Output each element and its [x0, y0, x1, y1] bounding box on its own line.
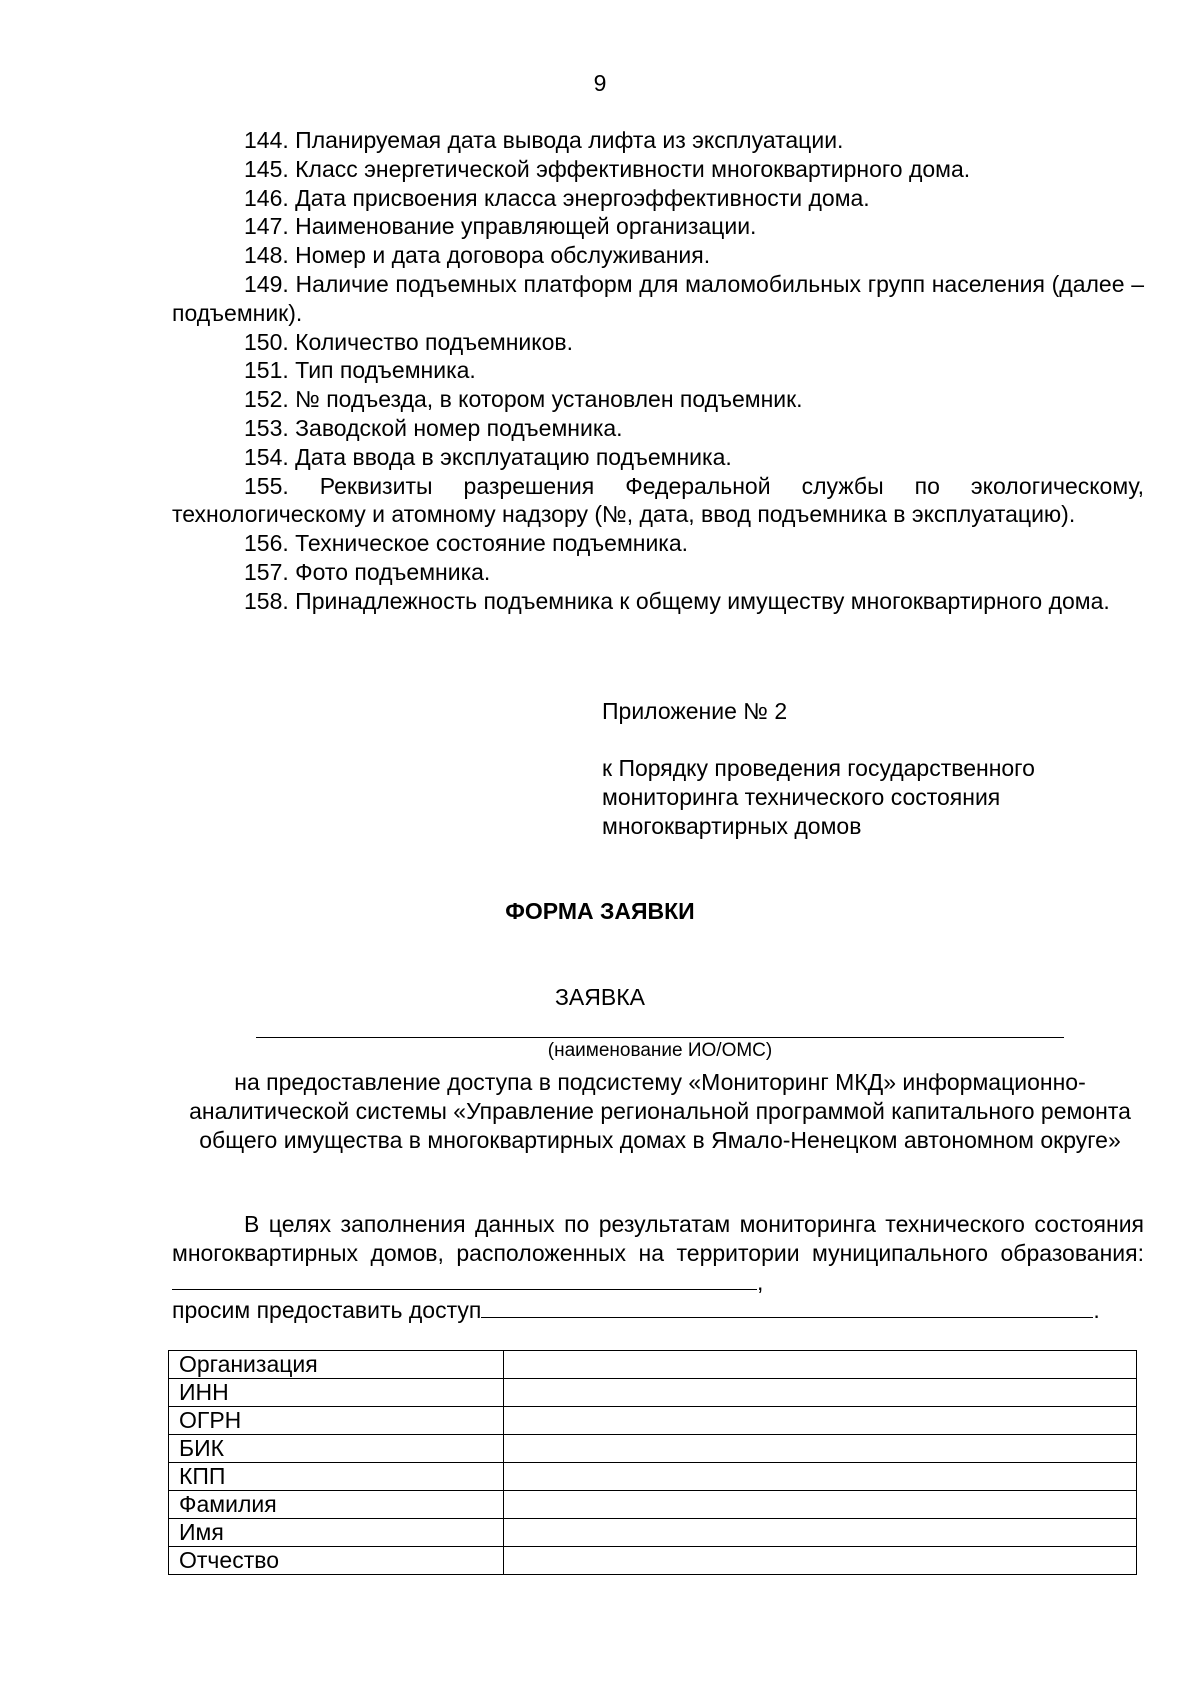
- table-row: [169, 1407, 1137, 1435]
- table-row: [169, 1435, 1137, 1463]
- table-row: [169, 1463, 1137, 1491]
- row-label: Отчество: [169, 1547, 504, 1575]
- list-item: 157. Фото подъемника.: [244, 558, 491, 585]
- list-item: 156. Техническое состояние подъемника.: [244, 530, 689, 557]
- access-blank[interactable]: [481, 1297, 1093, 1318]
- row-label: ОГРН: [169, 1407, 504, 1435]
- request-text: В целях заполнения данных по результатам мониторинга технического состояния многоквартирных домов, расположенных на территории муниципального образования:: [172, 1211, 1144, 1266]
- row-value[interactable]: [504, 1407, 1137, 1435]
- organization-caption: (наименование ИО/ОМС): [547, 1040, 773, 1061]
- row-value[interactable]: [504, 1491, 1137, 1519]
- table-row: [169, 1519, 1137, 1547]
- row-label: Фамилия: [169, 1491, 504, 1519]
- form-title: ФОРМА ЗАЯВКИ: [505, 898, 695, 924]
- list-item: 154. Дата ввода в эксплуатацию подъемника.: [244, 443, 732, 470]
- applicant-table: [168, 1350, 1137, 1575]
- appendix-text: к Порядку проведения государственного мониторинга технического состояния многоквартирных домов: [602, 755, 1035, 839]
- appendix-title: Приложение № 2: [602, 698, 788, 724]
- row-value[interactable]: [504, 1519, 1137, 1547]
- row-label: Организация: [169, 1351, 504, 1379]
- list-item: 155. Реквизиты разрешения Федеральной службы по экологическому, технологическому и атомному надзору (№, дата, ввод подъемника в эксплуатацию).: [172, 472, 1145, 528]
- table-row: [169, 1379, 1137, 1407]
- list-item: 149. Наличие подъемных платформ для маломобильных групп населения (далее – подъемник).: [172, 270, 1144, 326]
- row-label: Имя: [169, 1519, 504, 1547]
- list-item: 153. Заводской номер подъемника.: [244, 414, 623, 441]
- table-row: [169, 1547, 1137, 1575]
- row-value[interactable]: [504, 1351, 1137, 1379]
- row-value[interactable]: [504, 1463, 1137, 1491]
- row-label: ИНН: [169, 1379, 504, 1407]
- application-subject: на предоставление доступа в подсистему «Мониторинг МКД» информационно-аналитической системы «Управление региональной программой капитального ремонта общего имущества в многоквартирных домах в Ямало-Ненецком автономном округе»: [189, 1069, 1131, 1153]
- list-item: 147. Наименование управляющей организации.: [244, 213, 757, 240]
- list-item: 144. Планируемая дата вывода лифта из эксплуатации.: [244, 127, 844, 153]
- list-item: 158. Принадлежность подъемника к общему имуществу многоквартирного дома.: [244, 587, 1110, 614]
- municipality-blank[interactable]: [172, 1269, 757, 1290]
- table-row: [169, 1491, 1137, 1519]
- row-value[interactable]: [504, 1547, 1137, 1575]
- list-item: 145. Класс энергетической эффективности многоквартирного дома.: [244, 155, 971, 182]
- list-item: 148. Номер и дата договора обслуживания.: [244, 242, 711, 269]
- row-value[interactable]: [504, 1379, 1137, 1407]
- list-item: 152. № подъезда, в котором установлен подъемник.: [244, 386, 803, 413]
- row-label: БИК: [169, 1435, 504, 1463]
- list-item: 151. Тип подъемника.: [244, 357, 476, 384]
- row-value[interactable]: [504, 1435, 1137, 1463]
- request-access-text: просим предоставить доступ: [172, 1297, 482, 1324]
- page-number: 9: [593, 70, 607, 96]
- requirements-list: [172, 126, 1144, 616]
- organization-name-line[interactable]: [256, 1037, 1064, 1038]
- application-heading: ЗАЯВКА: [555, 984, 645, 1010]
- request-paragraph: В целях заполнения данных по результатам мониторинга технического состояния многоквартирных домов, расположенных на территории муниципального образования:, просим предоставить доступ .: [172, 1211, 1144, 1324]
- list-item: 150. Количество подъемников.: [244, 328, 573, 355]
- row-label: КПП: [169, 1463, 504, 1491]
- list-item: 146. Дата присвоения класса энергоэффективности дома.: [244, 184, 870, 211]
- table-row: [169, 1351, 1137, 1379]
